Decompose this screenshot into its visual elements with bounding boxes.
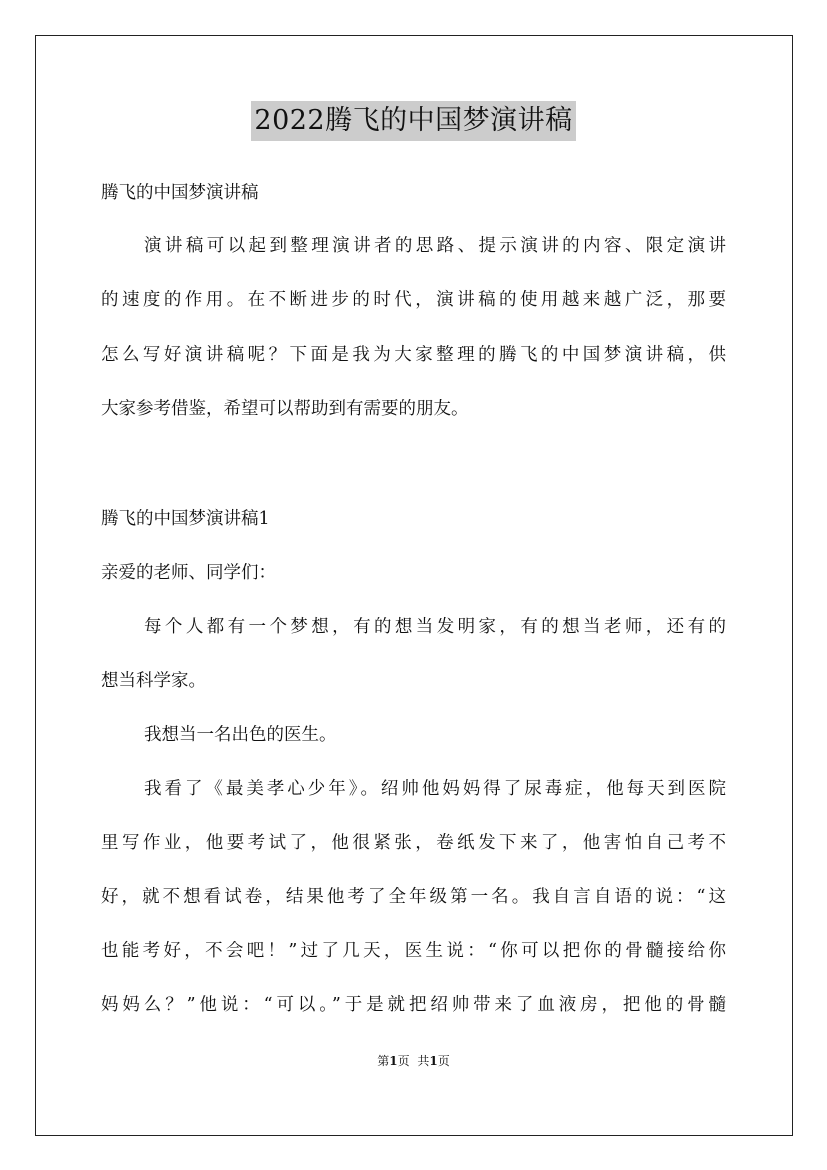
text-line: 妈妈么？”他说：“可以。”于是就把绍帅带来了血液房，把他的骨髓 bbox=[101, 995, 726, 1015]
footer-total-number: 1 bbox=[429, 1054, 438, 1068]
document-title bbox=[0, 101, 827, 141]
text-line: 我看了《最美孝心少年》。绍帅他妈妈得了尿毒症，他每天到医院 bbox=[144, 779, 726, 799]
text-line: 每个人都有一个梦想，有的想当发明家，有的想当老师，还有的 bbox=[144, 617, 726, 637]
text-line: 也能考好，不会吧！”过了几天，医生说：“你可以把你的骨髓接给你 bbox=[101, 941, 726, 961]
text-line: 亲爱的老师、同学们： bbox=[101, 563, 276, 583]
page-footer bbox=[0, 1053, 827, 1069]
text-line: 演讲稿可以起到整理演讲者的思路、提示演讲的内容、限定演讲 bbox=[144, 236, 726, 256]
text-line: 想当科学家。 bbox=[101, 671, 206, 691]
footer-total-suffix: 页 bbox=[437, 1054, 450, 1068]
text-line: 怎么写好演讲稿呢？下面是我为大家整理的腾飞的中国梦演讲稿，供 bbox=[101, 345, 726, 365]
section-heading: 腾飞的中国梦演讲稿1 bbox=[101, 509, 270, 529]
text-line: 里写作业，他要考试了，他很紧张，卷纸发下来了，他害怕自己考不 bbox=[101, 833, 726, 853]
document-title-text: 2022腾飞的中国梦演讲稿 bbox=[251, 101, 575, 141]
footer-total-prefix: 共 bbox=[417, 1054, 430, 1068]
footer-page-number: 1 bbox=[389, 1054, 398, 1068]
text-line: 腾飞的中国梦演讲稿 bbox=[101, 183, 259, 203]
text-line: 好，就不想看试卷，结果他考了全年级第一名。我自言自语的说：“这 bbox=[101, 887, 726, 907]
text-line: 我想当一名出色的医生。 bbox=[144, 725, 337, 745]
footer-page-prefix: 第 bbox=[377, 1054, 390, 1068]
text-line: 的速度的作用。在不断进步的时代，演讲稿的使用越来越广泛，那要 bbox=[101, 290, 726, 310]
footer-page-suffix: 页 bbox=[397, 1054, 410, 1068]
text-line: 大家参考借鉴，希望可以帮助到有需要的朋友。 bbox=[101, 399, 469, 419]
